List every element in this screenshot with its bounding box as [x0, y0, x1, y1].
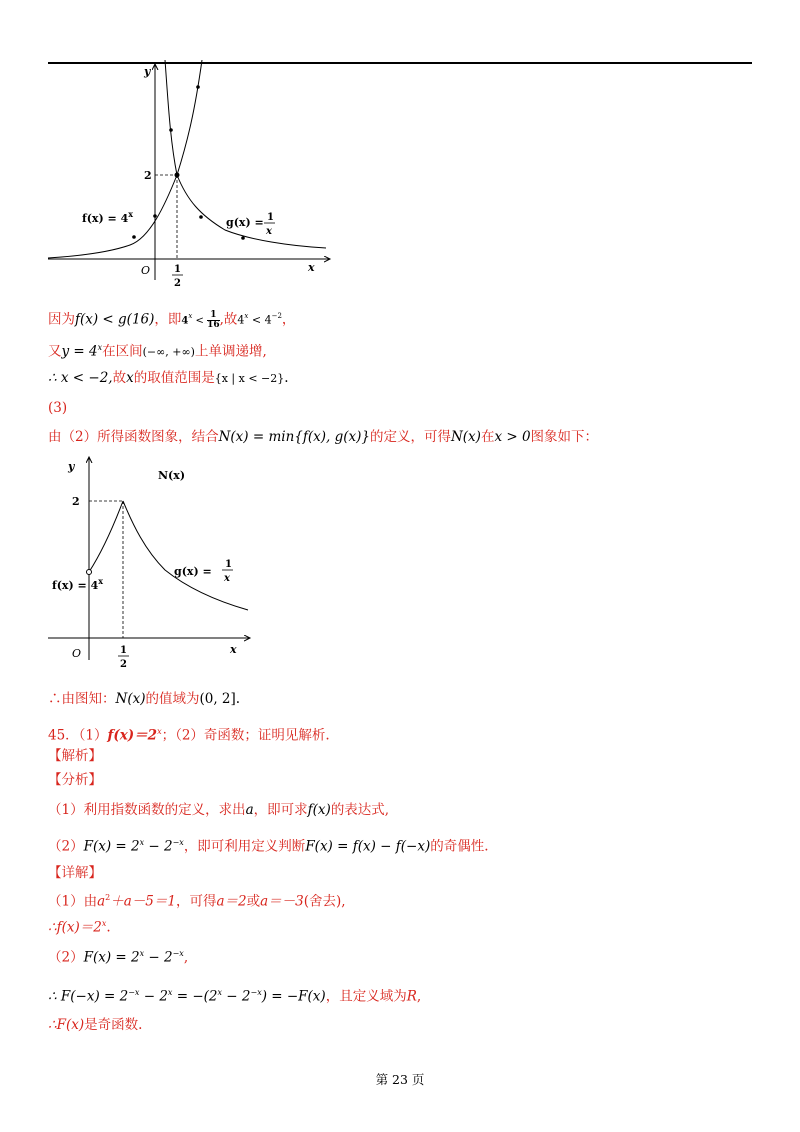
- graph-title: N(x): [158, 469, 186, 482]
- graph-min-function: [40, 455, 260, 680]
- text-line-1: 因为f(x) < g(16)，即$4^x$ < $\frac{1}{16}$ ,故$4^x < 4^{-2}$，: [48, 309, 296, 330]
- curve-f: [48, 60, 202, 258]
- curve-f: [89, 501, 123, 572]
- x-axis-label: x: [230, 643, 237, 656]
- section-jiexi: 【解析】: [48, 748, 102, 764]
- f-label: $f(x) = 4^x$: [52, 576, 104, 592]
- y-axis-label: y: [144, 65, 151, 78]
- open-point: [87, 570, 92, 575]
- point-marker: [199, 215, 203, 219]
- text-line-10: （1）利用指数函数的定义，求出a，即可求f(x)的表达式,: [48, 802, 390, 818]
- text-line-11: $(2)F(x) = 2^x - 2^{-x}$，即可利用定义判断F(x) = f(x) − f(−x)的奇偶性.: [48, 838, 489, 855]
- tick-x-num: 1: [120, 645, 127, 656]
- text-line-5: 由（2）所得函数图象，结合N(x) = min{f(x), g(x)}的定义，可得N(x)在x > 0图象如下：: [48, 429, 599, 445]
- x-axis-label: x: [308, 261, 315, 274]
- g-frac-num: 1: [267, 212, 274, 223]
- f-label: $f(x) = 4^x$: [82, 209, 134, 225]
- point-marker: [132, 235, 136, 239]
- fraction-1-16: $\frac{1}{16}$: [207, 309, 220, 330]
- tick-x-den: 2: [174, 278, 181, 289]
- g-label: g(x) =: [174, 565, 212, 578]
- point-marker: [196, 85, 200, 89]
- g-frac-den: x: [224, 573, 230, 584]
- origin-label: O: [72, 647, 82, 660]
- text-line-4: (3): [48, 400, 68, 416]
- text-line-17: ∴F(x)是奇函数.: [48, 1017, 143, 1033]
- text-line-16: ∴ $F(-x) = 2^{-x} - 2^x = -(2^x - 2^{-x}) = -F(x)$，且定义域为R,: [48, 988, 422, 1005]
- graph-intersection: [40, 60, 340, 292]
- text-line-3: ∴ x < −2,故x的取值范围是{x | x < −2}.: [48, 370, 289, 386]
- tick-x-den: 2: [120, 659, 127, 670]
- g-frac-num: 1: [225, 559, 232, 570]
- point-marker: [175, 173, 180, 178]
- page-number: 第 23 页: [375, 1072, 425, 1087]
- text-line-13: （1）由$a^2+a-5=1$，可得a＝2或a＝－3(舍去),: [48, 893, 346, 910]
- point-marker: [241, 236, 245, 240]
- section-xiangjie: 【详解】: [48, 865, 102, 881]
- text-line-2: 又$y = 4^x$在区间(−∞, +∞)上单调递增,: [48, 343, 267, 360]
- section-fenxi: 【分析】: [48, 772, 102, 788]
- g-frac-den: x: [266, 226, 272, 237]
- text-line-14: $\therefore f(x)=2^x$.: [48, 919, 111, 936]
- point-marker: [153, 214, 157, 218]
- tick-x-num: 1: [174, 264, 181, 275]
- text-line-15: $(2)F(x) = 2^x - 2^{-x}$,: [48, 949, 189, 966]
- tick-y-2: 2: [72, 495, 80, 508]
- text-line-6: ∴由图知：N(x)的值域为(0, 2].: [48, 691, 241, 707]
- g-label: g(x) =: [226, 216, 264, 229]
- point-marker: [169, 128, 173, 132]
- tick-y-2: 2: [144, 169, 152, 182]
- origin-label: O: [141, 264, 151, 277]
- curve-g: [123, 501, 248, 610]
- y-axis-label: y: [68, 460, 75, 473]
- text-line-7: 45．$(1)f(x)=2^x$；（2）奇函数；证明见解析.: [48, 727, 330, 744]
